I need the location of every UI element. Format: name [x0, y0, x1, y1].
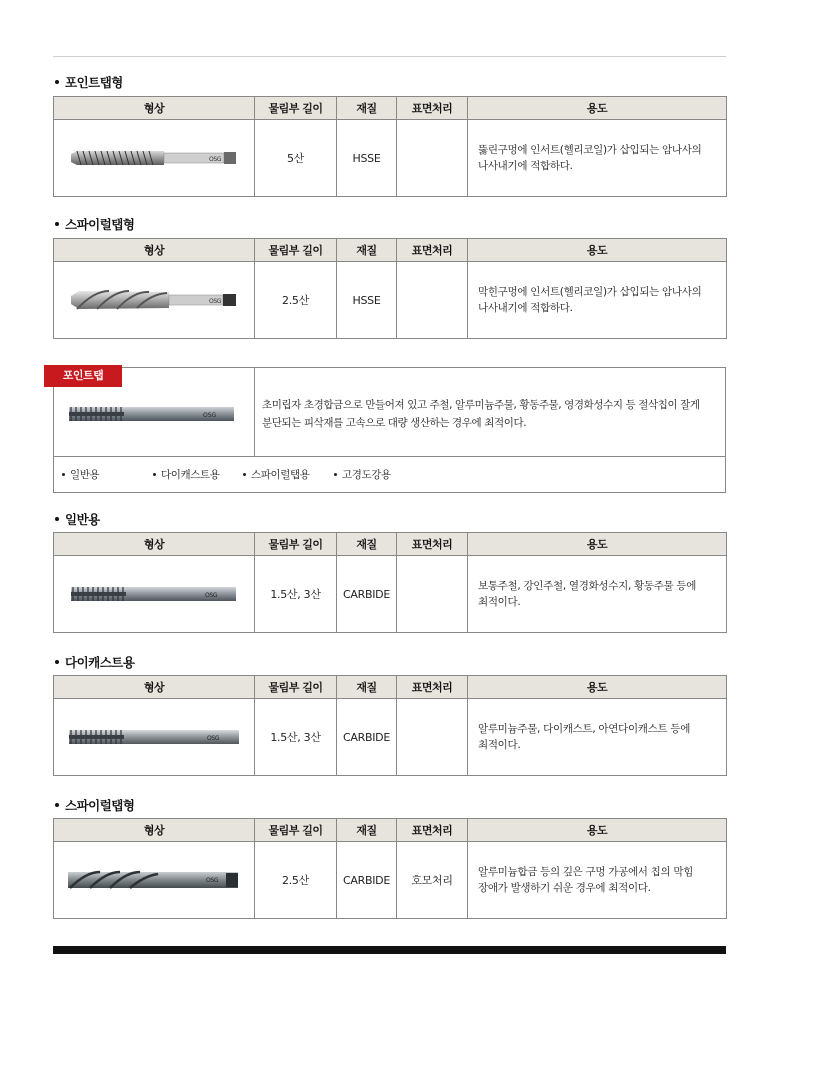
- svg-text:OSG: OSG: [203, 412, 217, 419]
- spiral-tap-image: [69, 286, 239, 314]
- point-tap-badge: 포인트탭: [44, 365, 122, 387]
- tool-image-cell: [54, 699, 255, 776]
- top-divider: [53, 56, 726, 57]
- header-thread-length: 물림부 길이: [255, 239, 337, 262]
- carbide-spiral-tap-image: [66, 866, 242, 894]
- header-surface: 표면처리: [397, 533, 468, 556]
- svg-text:OSG: OSG: [205, 592, 218, 599]
- point-tap-description: 초미립자 초경합금으로 만들어져 있고 주철, 알루미늄주물, 황동주물, 영경화성수지 등 절삭칩이 잘게 분단되는 피삭재를 고속으로 대량 생산하는 경우에 최적이다.: [262, 399, 700, 429]
- header-material: 재질: [337, 533, 397, 556]
- header-shape: 형상: [54, 676, 255, 699]
- header-thread-length: 물림부 길이: [255, 676, 337, 699]
- usage-text: 알루미늄주물, 다이캐스트, 아연다이캐스트 등에 최적이다.: [468, 699, 727, 776]
- bullet-icon: [334, 473, 337, 476]
- bullet-icon: [55, 803, 59, 807]
- bullet-icon: [243, 473, 246, 476]
- diecast-tap-image: [67, 725, 241, 749]
- tool-image-cell: [54, 120, 255, 197]
- header-shape: 형상: [54, 533, 255, 556]
- category-item: 고경도강용: [334, 467, 391, 482]
- header-material: 재질: [337, 819, 397, 842]
- surface-value: 호모처리: [397, 842, 468, 919]
- material-value: HSSE: [337, 120, 397, 197]
- category-item: 다이캐스트용: [153, 467, 219, 482]
- svg-text:OSG: OSG: [207, 735, 220, 742]
- thread-length-value: 1.5산, 3산: [255, 556, 337, 633]
- spec-table: [53, 675, 727, 776]
- bullet-icon: [62, 473, 65, 476]
- surface-value: [397, 556, 468, 633]
- svg-text:OSG: OSG: [209, 156, 222, 163]
- spec-table: [53, 532, 727, 633]
- general-tap-image: [69, 582, 239, 606]
- spec-table: [53, 818, 727, 919]
- usage-text: 보통주철, 강인주철, 열경화성수지, 황동주물 등에 최적이다.: [468, 556, 727, 633]
- bullet-icon: [55, 660, 59, 664]
- header-usage: 용도: [468, 97, 727, 120]
- category-list: [54, 457, 725, 492]
- usage-text: 알루미늄합금 등의 깊은 구멍 가공에서 칩의 막힘 장애가 발생하기 쉬운 경우에 최적이다.: [468, 842, 727, 919]
- category-item: 일반용: [62, 467, 99, 482]
- thread-length-value: 5산: [255, 120, 337, 197]
- header-surface: 표면처리: [397, 676, 468, 699]
- tool-image-cell: [54, 262, 255, 339]
- surface-value: [397, 120, 468, 197]
- header-usage: 용도: [468, 676, 727, 699]
- bullet-icon: [55, 517, 59, 521]
- carbide-tap-image: [67, 402, 237, 426]
- category-item: 스파이럴탭용: [243, 467, 309, 482]
- header-material: 재질: [337, 97, 397, 120]
- header-material: 재질: [337, 239, 397, 262]
- material-value: CARBIDE: [337, 556, 397, 633]
- surface-value: [397, 699, 468, 776]
- tool-image-cell: [54, 556, 255, 633]
- section-title: 포인트탭형: [55, 73, 123, 91]
- svg-text:OSG: OSG: [206, 877, 219, 884]
- material-value: CARBIDE: [337, 842, 397, 919]
- header-usage: 용도: [468, 239, 727, 262]
- spec-table: [53, 238, 727, 339]
- header-surface: 표면처리: [397, 97, 468, 120]
- usage-text: 막힌구멍에 인서트(헬리코일)가 삽입되는 암나사의 나사내기에 적합하다.: [468, 262, 727, 339]
- header-thread-length: 물림부 길이: [255, 533, 337, 556]
- bottom-divider: [53, 946, 726, 954]
- section-title: 일반용: [55, 510, 100, 528]
- header-shape: 형상: [54, 97, 255, 120]
- header-surface: 표면처리: [397, 239, 468, 262]
- point-tap-image: [69, 146, 239, 170]
- svg-text:OSG: OSG: [209, 298, 222, 305]
- section-title: 스파이럴탭형: [55, 796, 134, 814]
- thread-length-value: 1.5산, 3산: [255, 699, 337, 776]
- header-thread-length: 물림부 길이: [255, 819, 337, 842]
- header-shape: 형상: [54, 819, 255, 842]
- thread-length-value: 2.5산: [255, 262, 337, 339]
- bullet-icon: [55, 222, 59, 226]
- tool-image-cell: [54, 842, 255, 919]
- header-surface: 표면처리: [397, 819, 468, 842]
- thread-length-value: 2.5산: [255, 842, 337, 919]
- material-value: HSSE: [337, 262, 397, 339]
- surface-value: [397, 262, 468, 339]
- section-title: 스파이럴탭형: [55, 215, 134, 233]
- point-tap-box: [53, 367, 726, 493]
- header-thread-length: 물림부 길이: [255, 97, 337, 120]
- usage-text: 뚫린구멍에 인서트(헬리코일)가 삽입되는 암나사의 나사내기에 적합하다.: [468, 120, 727, 197]
- header-material: 재질: [337, 676, 397, 699]
- header-usage: 용도: [468, 533, 727, 556]
- bullet-icon: [55, 80, 59, 84]
- bullet-icon: [153, 473, 156, 476]
- spec-table: [53, 96, 727, 197]
- material-value: CARBIDE: [337, 699, 397, 776]
- section-title: 다이캐스트용: [55, 653, 134, 671]
- header-shape: 형상: [54, 239, 255, 262]
- header-usage: 용도: [468, 819, 727, 842]
